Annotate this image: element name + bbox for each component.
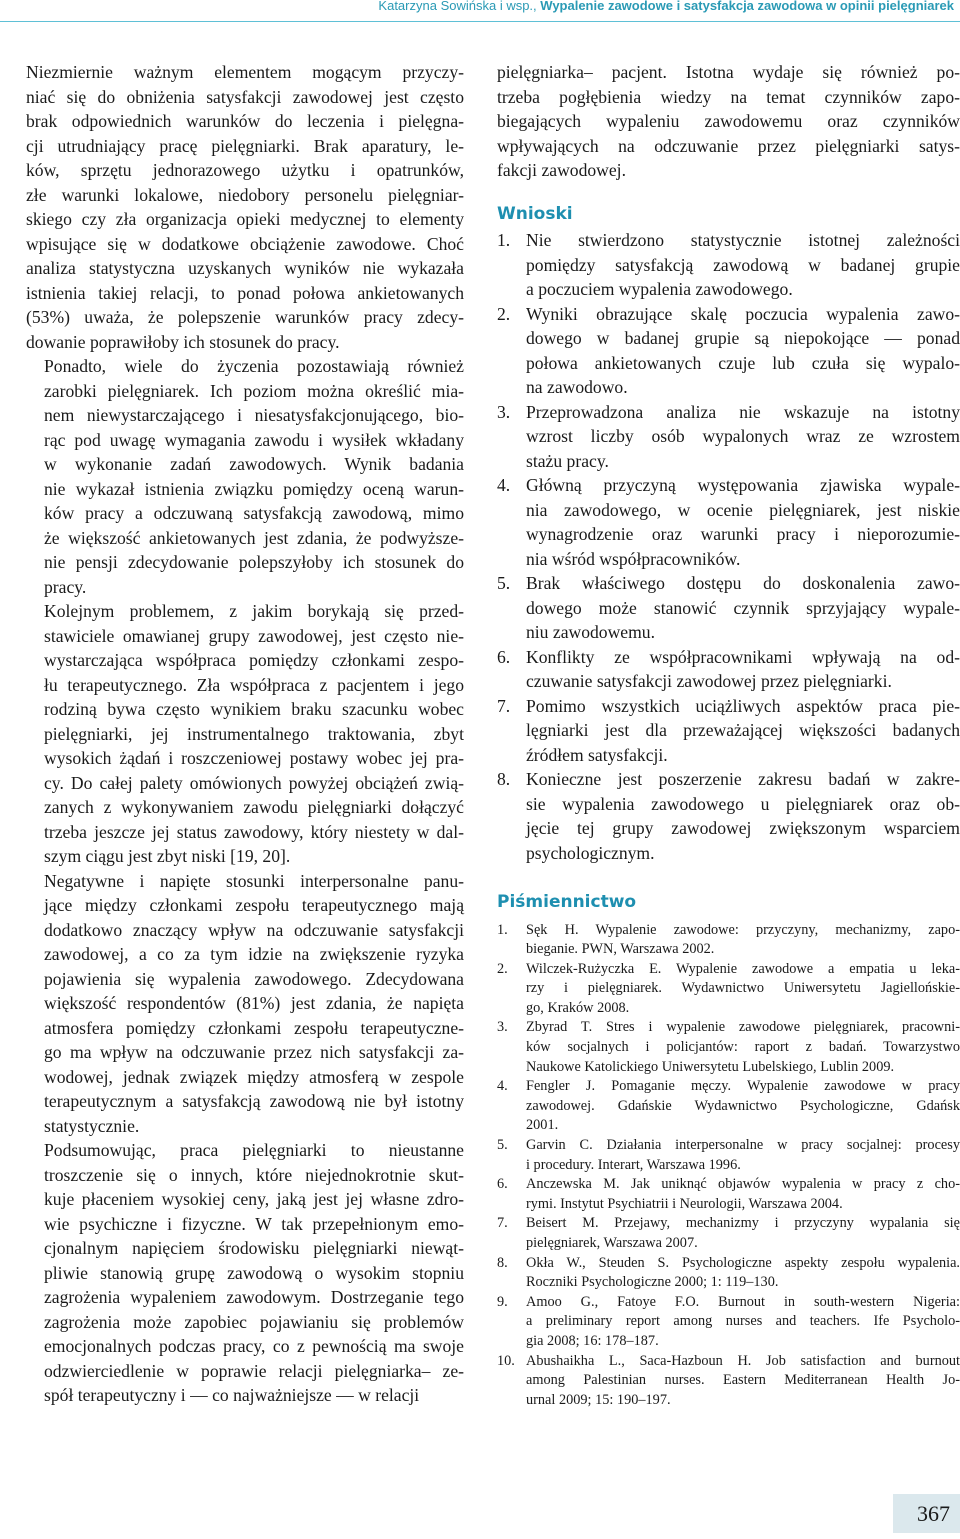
- conclusion-item-number: 3.: [497, 401, 511, 422]
- text-line: lęgniarki jest dla przeważającej większości badanych: [526, 720, 960, 740]
- text-line: Garvin C. Działania interpersonalne w pracy socjalnej: procesy: [526, 1137, 960, 1154]
- text-line: Okła W., Steuden S. Psychologiczne aspekty zespołu wypalenia.: [526, 1254, 960, 1271]
- conclusion-item-number: 1.: [497, 230, 511, 250]
- text-line: emocjonalnych podczas pracy, co z pewnością ma swoje: [44, 1336, 464, 1356]
- text-line: Nie stwierdzono statystycznie istotnej zależności: [526, 230, 960, 250]
- text-line: Anczewska M. Jak uniknąć objawów wypalenia w pracy z cho-: [526, 1176, 960, 1193]
- conclusion-item: [497, 645, 960, 694]
- reference-item: [497, 1352, 960, 1411]
- reference-item-number: 6.: [497, 1176, 508, 1193]
- conclusion-item: [497, 228, 960, 302]
- text-line: jące między członkami zespołu terapeutycznego mają: [44, 895, 464, 915]
- header-rule: [0, 21, 960, 22]
- text-line: pielęgniarka– pacjent. Istotna wydaje się również po-: [497, 62, 960, 82]
- reference-item: [497, 1136, 960, 1175]
- text-line: Pomimo wszystkich uciążliwych aspektów praca pie-: [526, 695, 960, 716]
- text-line: Zbyrad T. Stres i wypalenie zawodowe pielęgniarek, pracowni-: [526, 1019, 960, 1036]
- page-number: 367: [917, 1501, 950, 1526]
- body-paragraph: [26, 60, 464, 354]
- conclusion-item: [497, 767, 960, 865]
- text-line: Wilczek-Rużyczka E. Wypalenie zawodowe a empatia u leka-: [526, 960, 960, 977]
- continuation-paragraph: [497, 60, 960, 183]
- references-heading: Piśmiennictwo: [497, 892, 637, 912]
- text-line: w wykonanie zadań zawodowych. Wynik badania: [44, 454, 464, 474]
- text-line: go, Kraków 2008.: [526, 999, 630, 1016]
- text-line: atmosfera pomiędzy członkami zespołu terapeutyczne-: [44, 1017, 464, 1038]
- reference-item: [497, 1254, 960, 1293]
- header-authors: Katarzyna Sowińska i wsp.,: [378, 0, 537, 13]
- text-line: wynagrodzenie oraz warunki pracy i nieporozumie-: [526, 524, 960, 544]
- text-line: Podsumowując, praca pielęgniarki to nieustanne: [44, 1140, 464, 1160]
- text-line: że większość ankietowanych jest zdania, że podwyższe-: [44, 527, 464, 548]
- running-header-text: [378, 0, 954, 13]
- text-line: Fengler J. Pomaganie męczy. Wypalenie zawodowe w pracy: [526, 1078, 960, 1095]
- conclusion-item: [497, 473, 960, 571]
- text-line: większość respondentów (81%) jest zdania, że napięta: [44, 993, 464, 1013]
- reference-item: [497, 1214, 960, 1253]
- body-paragraph: [26, 869, 464, 1139]
- text-line: analiza statystyczna uzyskanych wyników nie wykazała: [26, 258, 464, 278]
- text-line: Brak właściwego dostępu do doskonalenia zawo-: [526, 573, 960, 593]
- running-header: [0, 0, 960, 22]
- text-line: cy. Do całej palety omówionych powyżej obciążeń zwią-: [44, 772, 464, 793]
- reference-item-number: 7.: [497, 1215, 508, 1232]
- text-line: bieganie. PWN, Warszawa 2002.: [526, 941, 715, 958]
- text-line: pielęgniarki, jej instrumentalnego traktowania, zbyt: [44, 723, 464, 744]
- text-line: zawodowej, a co za tym idzie na zwiększenie ryzyka: [44, 944, 464, 964]
- conclusions-heading: Wnioski: [497, 203, 573, 224]
- text-line: na zawodowo.: [526, 377, 628, 397]
- conclusion-item: [497, 302, 960, 400]
- text-line: spół terapeutyczny i — co najważniejsze — w relacji: [44, 1385, 420, 1405]
- reference-item-number: 5.: [497, 1137, 508, 1154]
- text-line: jęcie tej grupy zawodowej zwiększonym wsparciem: [526, 818, 960, 838]
- conclusion-item: [497, 694, 960, 768]
- text-line: troszczenie się o innych, które niejednokrotnie skut-: [44, 1164, 464, 1185]
- text-line: wystarczająca współpraca pomiędzy członkami zespo-: [44, 650, 464, 670]
- text-line: dowego może stanowić czynnik sprzyjający wypale-: [526, 597, 960, 618]
- conclusion-item-number: 8.: [497, 769, 511, 789]
- text-line: Negatywne i napięte stosunki interpersonalne panu-: [44, 870, 464, 891]
- text-line: pojawienia się wypalenia zawodowego. Zdecydowana: [44, 968, 464, 989]
- conclusion-item-number: 5.: [497, 573, 511, 593]
- text-line: ków pracy a odczuwaną satysfakcją zawodową, mimo: [44, 503, 464, 523]
- body-paragraph: [26, 599, 464, 869]
- text-line: istnienia takiej relacji, to ponad połowa ankietowanych: [26, 282, 464, 303]
- text-line: ków socjalnych i policjantów: raport z badań. Towarzystwo: [526, 1039, 960, 1056]
- text-line: among Palestinian nurses. Eastern Mediterranean Health Jo-: [526, 1372, 960, 1389]
- text-line: brak odpowiednich warunków do leczenia i pielęgna-: [26, 111, 464, 131]
- text-line: pracy.: [44, 576, 87, 597]
- conclusion-item: [497, 571, 960, 645]
- text-line: stawiciele omawianej grupy zawodowej, jest często nie-: [44, 625, 464, 646]
- text-line: ków, sprzętu jednorazowego użytku i opatrunków,: [26, 160, 464, 180]
- reference-item-number: 4.: [497, 1078, 508, 1095]
- text-line: statystycznie.: [44, 1115, 140, 1136]
- text-line: nie pensji zdecydowanie polepszyłoby ich stosunek do: [44, 552, 464, 572]
- text-line: Konflikty ze współpracownikami wpływają na od-: [526, 646, 960, 667]
- text-line: skiego czy zła organizacja opieki medycznej to elementy: [26, 209, 464, 229]
- conclusion-item-number: 2.: [497, 303, 511, 324]
- text-line: terapeutycznym a satysfakcją zawodową nie był istotny: [44, 1091, 464, 1111]
- conclusion-item-number: 6.: [497, 646, 511, 667]
- text-line: Niezmiernie ważnym elementem mogącym przyczy-: [26, 62, 464, 82]
- text-line: wysokich żądań i roszczeniowej postawy wobec jej pra-: [44, 748, 464, 768]
- reference-item-number: 10.: [497, 1352, 515, 1369]
- reference-item-number: 8.: [497, 1254, 508, 1271]
- right-column: [497, 60, 960, 1410]
- text-line: odzwierciedlenie w poprawie relacji pielęgniarka– ze-: [44, 1360, 464, 1381]
- text-line: psychologicznym.: [526, 842, 655, 863]
- text-line: trzeba pogłębienia wiedzy na temat czynników zapo-: [497, 86, 960, 107]
- text-line: kuje płaceniem wysokiej ceny, jaką jest jej własne zdro-: [44, 1189, 464, 1209]
- conclusion-item: [497, 400, 960, 474]
- text-line: wpisujące się w dodatkowe obciążenie zawodowe. Choć: [26, 233, 464, 254]
- text-line: Abushaikha L., Saca-Hazboun H. Job satisfaction and burnout: [526, 1352, 960, 1369]
- text-line: Przeprowadzona analiza nie wskazuje na istotny: [526, 401, 960, 422]
- text-line: cjonalnym napięciem środowisku pielęgniarki niewąt-: [44, 1238, 464, 1258]
- text-line: Naukowe Katolickiego Uniwersytetu Lubelskiego, Lublin 2009.: [526, 1058, 895, 1075]
- text-line: Sęk H. Wypalenie zawodowe: przyczyny, mechanizmy, zapo-: [526, 921, 960, 938]
- reference-item-number: 1.: [497, 921, 508, 938]
- text-line: 2001.: [526, 1117, 559, 1134]
- text-line: niu zawodowemu.: [526, 622, 655, 642]
- text-line: go ma wpływ na odczuwanie przez nich satysfakcji za-: [44, 1042, 464, 1062]
- text-line: szym ciągu jest zbyt niski [19, 20].: [44, 846, 291, 866]
- text-line: pliwie stanowią grupę zawodową o wysokim stopniu: [44, 1262, 464, 1283]
- text-line: stażu pracy.: [526, 450, 609, 471]
- text-line: urnal 2009; 15: 190–197.: [526, 1391, 671, 1408]
- text-line: cji utrudniający pracę pielęgniarki. Brak aparatury, le-: [26, 135, 464, 156]
- text-line: Wyniki obrazujące skalę poczucia wypalenia zawo-: [526, 303, 960, 324]
- text-line: gia 2008; 16: 178–187.: [526, 1332, 659, 1349]
- text-line: niać się do obniżenia satysfakcji zawodowej jest często: [26, 86, 464, 107]
- text-line: biegających wypaleniu zawodowemu oraz czynników: [497, 111, 960, 131]
- text-line: nia zawodowego, w ocenie pielęgniarek, jest niskie: [526, 499, 960, 520]
- references-list: [497, 921, 960, 1411]
- text-line: wzrost liczby osób wypalonych wraz ze wzrostem: [526, 426, 960, 446]
- body-paragraph: [497, 60, 960, 183]
- text-line: (53%) uważa, że polepszenie warunków pracy zdecy-: [26, 307, 464, 327]
- text-line: i procedury. Interart, Warszawa 1996.: [526, 1156, 741, 1173]
- text-line: Ponadto, wiele do życzenia pozostawiają również: [44, 356, 464, 376]
- reference-item-number: 9.: [497, 1293, 508, 1310]
- text-line: fakcji zawodowej.: [497, 160, 626, 180]
- conclusions-list: [497, 228, 960, 865]
- text-line: rymi. Instytut Psychiatrii i Neurologii, Warszawa 2004.: [526, 1195, 843, 1212]
- text-line: rodziną bywa często wynikiem braku szacunku wobec: [44, 699, 464, 719]
- text-line: dowanie poprawiłoby ich stosunek do pracy.: [26, 331, 340, 352]
- text-line: Kolejnym problemem, z jakim borykają się przed-: [44, 601, 464, 621]
- page-number-box: [893, 1494, 960, 1533]
- reference-item: [497, 1175, 960, 1214]
- text-line: Główną przyczyną występowania zjawiska wypale-: [526, 475, 960, 495]
- text-line: rzy i pielęgniarek. Wydawnictwo Uniwersytetu Jagiellońskie-: [526, 980, 960, 997]
- text-line: rąc pod uwagę wymagania zawodu i wysiłek wkładany: [44, 429, 464, 450]
- text-line: a poczuciem wypalenia zawodowego.: [526, 279, 793, 299]
- text-line: wpływających na odczuwanie przez pielęgniarki satys-: [497, 135, 960, 156]
- reference-item: [497, 921, 960, 960]
- text-line: zarobki pielęgniarek. Ich poziom można określić mia-: [44, 380, 464, 401]
- text-line: nie wykazał istnienia związku pomiędzy oceną warun-: [44, 478, 464, 499]
- text-line: dodatkowo znaczący wpływ na odczuwanie satysfakcji: [44, 919, 464, 940]
- body-paragraph: [26, 1138, 464, 1408]
- text-line: pomiędzy satysfakcją zawodową w badanej grupie: [526, 254, 960, 275]
- text-line: zawodowej. Gdańskie Wydawnictwo Psychologiczne, Gdańsk: [526, 1097, 960, 1114]
- text-line: trzeba jeszcze jej status zawodowy, który niestety w dal-: [44, 821, 464, 842]
- text-line: a preliminary report among nurses and teachers. Ife Psycholo-: [526, 1313, 960, 1330]
- reference-item: [497, 1293, 960, 1352]
- conclusion-item-number: 7.: [497, 695, 511, 716]
- text-line: wodowej, jednak związek między atmosferą w zespole: [44, 1066, 464, 1087]
- reference-item: [497, 1077, 960, 1136]
- text-line: sie wypalenia zawodowego u pielęgniarek oraz ob-: [526, 793, 960, 814]
- text-line: łu terapeutycznego. Zła współpraca z pacjentem i jego: [44, 674, 464, 695]
- text-line: Konieczne jest poszerzenie zakresu badań w zakre-: [526, 769, 960, 789]
- text-line: zagrożenia może zapobiec pojawianiu się problemów: [44, 1311, 464, 1332]
- body-paragraph: [26, 354, 464, 599]
- text-line: zanych z wykonywaniem zawodu pielęgniarki dołączyć: [44, 797, 464, 817]
- text-line: wie psychiczne i fizyczne. W tak przepełnionym emo-: [44, 1213, 464, 1234]
- text-line: nem niewystarczającego i niesatysfakcjonującego, bio-: [44, 405, 464, 425]
- text-line: czuwanie satysfakcji zawodowej przez pielęgniarki.: [526, 671, 892, 691]
- conclusion-item-number: 4.: [497, 475, 511, 495]
- text-line: Amoo G., Fatoye F.O. Burnout in south-western Nigeria:: [526, 1293, 960, 1310]
- left-column: [26, 60, 464, 1408]
- text-line: złe warunki lokalowe, niedobory personelu pielęgniar-: [26, 184, 464, 205]
- text-line: źródłem satysfakcji.: [526, 744, 668, 765]
- text-line: połowa ankietowanych czuje lub czuła się wypalo-: [526, 352, 960, 373]
- text-line: zagrożenia wypaleniem zawodowym. Dostrzeganie tego: [44, 1287, 464, 1307]
- reference-item-number: 2.: [497, 960, 508, 977]
- reference-item: [497, 960, 960, 1019]
- reference-item: [497, 1018, 960, 1077]
- text-line: Roczniki Psychologiczne 2000; 1: 119–130.: [526, 1274, 779, 1291]
- text-line: nia wśród współpracowników.: [526, 548, 741, 569]
- reference-item-number: 3.: [497, 1019, 508, 1036]
- text-line: Beisert M. Przejawy, mechanizmy i przyczyny wypalania się: [526, 1215, 960, 1232]
- text-line: pielęgniarek, Warszawa 2007.: [526, 1235, 698, 1251]
- header-article-title: Wypalenie zawodowe i satysfakcja zawodowa w opinii pielęgniarek: [540, 0, 954, 13]
- text-line: dowego w badanej grupie są niepokojące — ponad: [526, 328, 960, 348]
